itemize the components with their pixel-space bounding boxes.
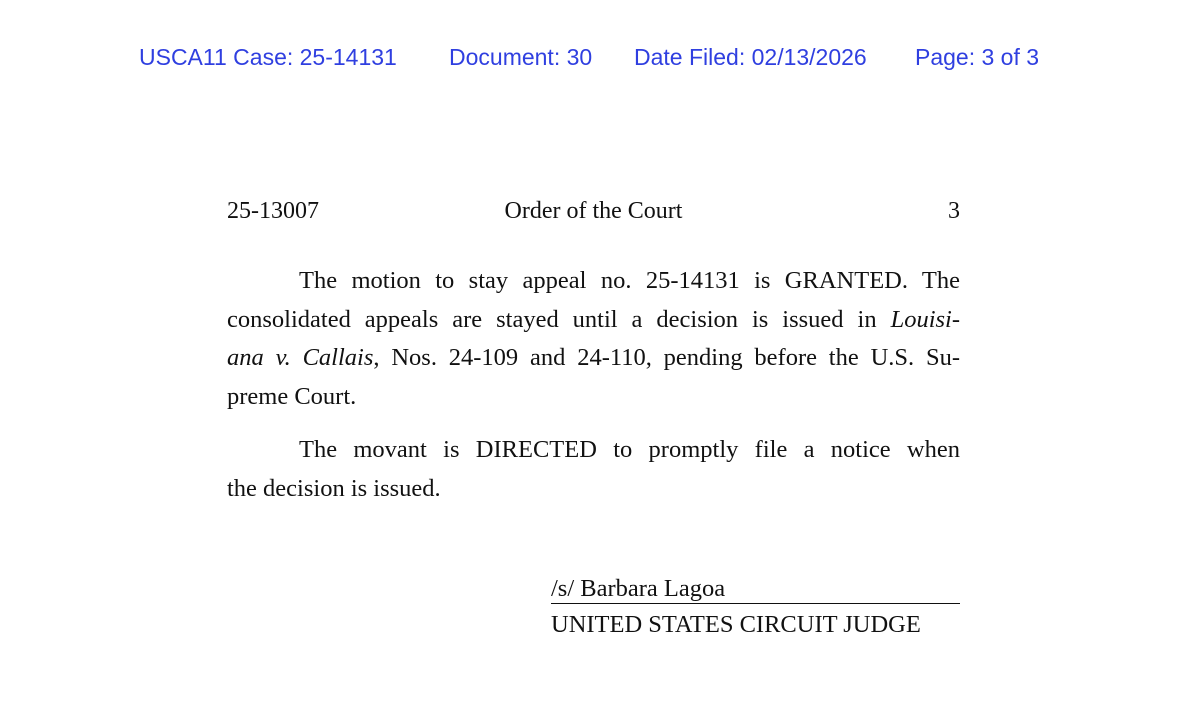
court-filing-stamp	[0, 44, 1200, 76]
case-number: USCA11 Case: 25-14131	[139, 44, 397, 70]
paragraph-stay-granted	[227, 262, 960, 417]
paragraph-text: , Nos. 24-109 and 24-110, pending before the U.S. Su-	[373, 344, 960, 372]
signature-line: /s/ Barbara Lagoa	[551, 575, 960, 604]
page-number: 3	[948, 198, 960, 224]
paragraph-line: preme Court.	[227, 383, 357, 411]
page-indicator: Page: 3 of 3	[915, 44, 1040, 70]
date-filed: Date Filed: 02/13/2026	[634, 44, 867, 70]
running-head	[227, 198, 960, 228]
docket-number: 25-13007	[227, 198, 319, 224]
paragraph-line	[227, 301, 960, 340]
paragraph-directive	[227, 431, 960, 508]
case-name-italic: Louisi-	[890, 305, 960, 333]
paragraph-line: The motion to stay appeal no. 25-14131 is GRANTED. The	[299, 267, 960, 294]
document-number: Document: 30	[449, 44, 593, 70]
paragraph-line: The movant is DIRECTED to promptly file a notice when	[299, 436, 960, 463]
paragraph-text: consolidated appeals are stayed until a decision is issued in	[227, 305, 891, 333]
paragraph-line: the decision is issued.	[227, 474, 441, 502]
document-title: Order of the Court	[504, 198, 683, 224]
judge-title: UNITED STATES CIRCUIT JUDGE	[551, 611, 921, 638]
paragraph-line	[227, 339, 960, 378]
case-name-italic: ana v. Callais	[227, 344, 374, 372]
